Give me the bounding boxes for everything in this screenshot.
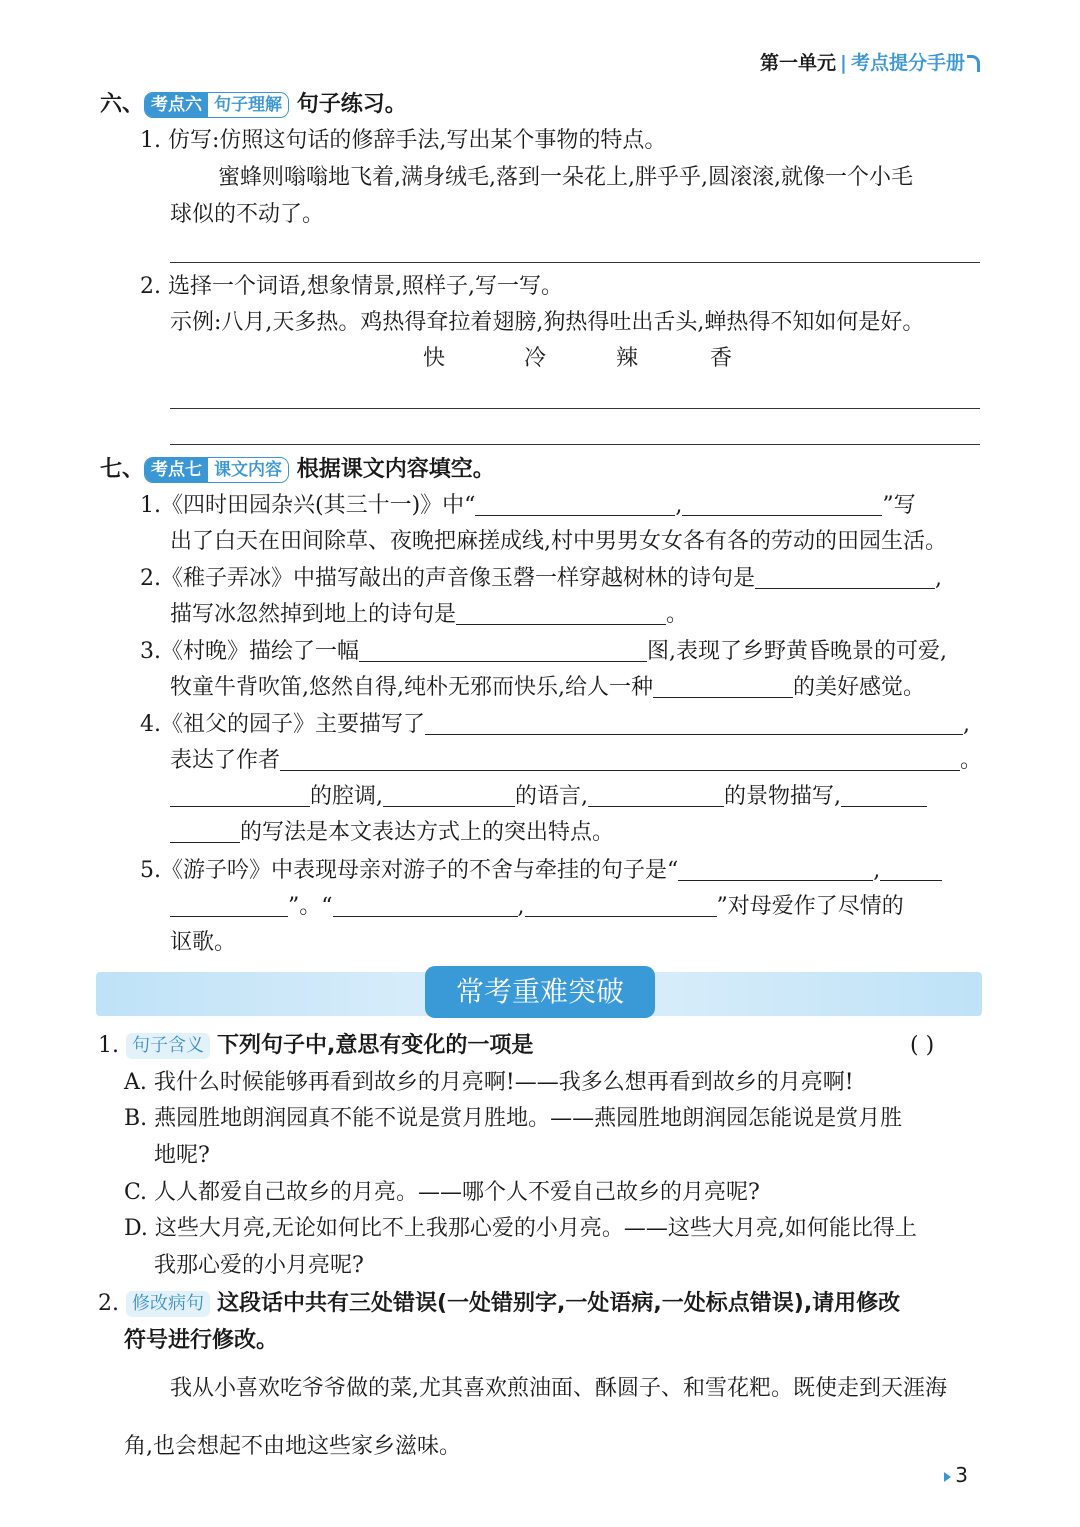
word-option: 冷 — [524, 346, 547, 371]
question-text: ”。“ — [288, 894, 333, 919]
question-text: 2. 选择一个词语,想象情景,照样子,写一写。 — [140, 274, 563, 299]
blank[interactable] — [280, 748, 960, 771]
practice-2-stem — [98, 1289, 900, 1319]
blank[interactable] — [170, 894, 288, 917]
page-header — [760, 48, 980, 75]
question-text: 下列句子中,意思有变化的一项是 — [217, 1033, 534, 1058]
fill-question-1 — [140, 491, 916, 521]
blank[interactable] — [841, 784, 927, 807]
comma: , — [517, 894, 525, 919]
page-number — [944, 1463, 968, 1487]
triangle-icon — [944, 1472, 951, 1482]
comma: , — [873, 858, 881, 883]
question-text: 的腔调, — [310, 784, 383, 809]
fill-question-4-blanks — [170, 782, 927, 812]
question-text: 讴歌。 — [170, 930, 237, 955]
blank[interactable] — [588, 784, 724, 807]
comma: , — [935, 566, 942, 591]
question-text: 图,表现了乡野黄昏晚景的可爱, — [647, 639, 947, 664]
question-text: 的景物描写, — [724, 784, 841, 809]
period: 。 — [666, 602, 689, 627]
question-text: 的美好感觉。 — [792, 675, 925, 700]
question-text: 这段话中共有三处错误(一处错别字,一处语病,一处标点错误),请用修改 — [217, 1291, 901, 1316]
blank[interactable] — [880, 858, 942, 881]
question-text: ”写 — [882, 493, 916, 518]
section-number: 七、 — [100, 457, 145, 482]
blank[interactable] — [682, 493, 882, 516]
question-text: 符号进行修改。 — [124, 1328, 279, 1353]
question-text: ”对母爱作了尽情的 — [716, 894, 904, 919]
fill-question-5 — [140, 856, 942, 886]
fill-question-3 — [140, 637, 947, 667]
unit-label: 第一单元 — [760, 52, 837, 74]
period: 。 — [960, 748, 983, 773]
answer-line[interactable] — [170, 444, 980, 445]
question-number: 2. — [98, 1291, 119, 1316]
blank[interactable] — [456, 602, 666, 625]
passage-text: 角,也会想起不由地这些家乡滋味。 — [124, 1434, 461, 1459]
fill-question-2-cont — [170, 600, 688, 630]
section-6-heading — [100, 90, 407, 120]
practice-1-stem — [98, 1031, 533, 1061]
skill-tag: 修改病句 — [126, 1291, 210, 1317]
example-text: 示例:八月,天多热。鸡热得耷拉着翅膀,狗热得吐出舌头,蝉热得不知如何是好。 — [170, 310, 925, 335]
topic-tag — [144, 92, 289, 118]
question-text: 2.《稚子弄冰》中描写敲出的声音像玉磬一样穿越树林的诗句是 — [140, 566, 755, 591]
option-c: C. 人人都爱自己故乡的月亮。——哪个人不爱自己故乡的月亮呢? — [124, 1180, 760, 1205]
section-title: 句子练习。 — [296, 92, 407, 117]
tag-key: 考点六 — [145, 93, 208, 117]
skill-tag: 句子含义 — [126, 1033, 210, 1059]
page-number-text: 3 — [955, 1463, 968, 1487]
answer-paren[interactable]: ( ) — [910, 1033, 935, 1058]
blank[interactable] — [678, 858, 873, 881]
comma: , — [963, 712, 970, 737]
topic-tag — [144, 457, 289, 483]
blank[interactable] — [475, 493, 675, 516]
question-text: 描写冰忽然掉到地上的诗句是 — [170, 602, 457, 627]
banner-title: 常考重难突破 — [425, 966, 655, 1018]
passage-text: 我从小喜欢吃爷爷做的菜,尤其喜欢煎油面、酥圆子、和雪花粑。既使走到天涯海 — [170, 1376, 947, 1401]
comma: , — [675, 493, 683, 518]
section-title: 根据课文内容填空。 — [296, 457, 495, 482]
question-text: 5.《游子吟》中表现母亲对游子的不舍与牵挂的句子是“ — [140, 858, 679, 883]
question-text: 牧童牛背吹笛,悠然自得,纯朴无邪而快乐,给人一种 — [170, 675, 653, 700]
word-option: 香 — [710, 346, 733, 371]
word-option: 辣 — [616, 346, 639, 371]
answer-line[interactable] — [170, 408, 980, 409]
section-7-heading — [100, 455, 495, 485]
question-text: 1. 仿写:仿照这句话的修辞手法,写出某个事物的特点。 — [140, 128, 667, 153]
question-text: 的写法是本文表达方式上的突出特点。 — [240, 820, 615, 845]
quoted-sentence: 蜜蜂则嗡嗡地飞着,满身绒毛,落到一朵花上,胖乎乎,圆滚滚,就像一个小毛 — [218, 165, 913, 190]
question-text: 4.《祖父的园子》主要描写了 — [140, 712, 425, 737]
option-d-cont: 我那心爱的小月亮呢? — [154, 1253, 364, 1278]
blank[interactable] — [333, 894, 518, 917]
tag-value: 句子理解 — [208, 93, 288, 117]
question-text: 表达了作者 — [170, 748, 281, 773]
header-separator: | — [840, 52, 847, 74]
word-option: 快 — [423, 346, 446, 371]
blank[interactable] — [525, 894, 717, 917]
blank[interactable] — [755, 566, 935, 589]
option-b-cont: 地呢? — [154, 1143, 210, 1168]
fill-question-5-cont — [170, 892, 904, 922]
blank[interactable] — [170, 820, 240, 843]
question-number: 1. — [98, 1033, 119, 1058]
question-text: 出了白天在田间除草、夜晚把麻搓成线,村中男男女女各有各的劳动的田园生活。 — [170, 529, 947, 554]
option-d: D. 这些大月亮,无论如何比不上我那心爱的小月亮。——这些大月亮,如何能比得上 — [124, 1216, 917, 1241]
quoted-sentence: 球似的不动了。 — [170, 202, 325, 227]
tag-value: 课文内容 — [208, 458, 288, 482]
fill-question-4-end — [170, 818, 614, 848]
fill-question-4 — [140, 710, 970, 740]
blank[interactable] — [383, 784, 515, 807]
fill-question-2 — [140, 564, 942, 594]
blank[interactable] — [170, 784, 310, 807]
option-b: B. 燕园胜地朗润园真不能不说是赏月胜地。——燕园胜地朗润园怎能说是赏月胜 — [124, 1106, 903, 1131]
option-a: A. 我什么时候能够再看到故乡的月亮啊!——我多么想再看到故乡的月亮啊! — [124, 1070, 854, 1095]
answer-line[interactable] — [170, 262, 980, 263]
book-title: 考点提分手册 — [850, 52, 965, 74]
blank[interactable] — [425, 712, 963, 735]
swoosh-icon — [967, 55, 980, 72]
blank[interactable] — [359, 639, 647, 662]
tag-key: 考点七 — [145, 458, 208, 482]
question-text: 的语言, — [515, 784, 588, 809]
blank[interactable] — [653, 675, 793, 698]
fill-question-3-cont — [170, 673, 925, 703]
section-number: 六、 — [100, 92, 145, 117]
fill-question-4-cont — [170, 746, 982, 776]
question-text: 3.《村晚》描绘了一幅 — [140, 639, 359, 664]
question-text: 1.《四时田园杂兴(其三十一)》中“ — [140, 493, 476, 518]
